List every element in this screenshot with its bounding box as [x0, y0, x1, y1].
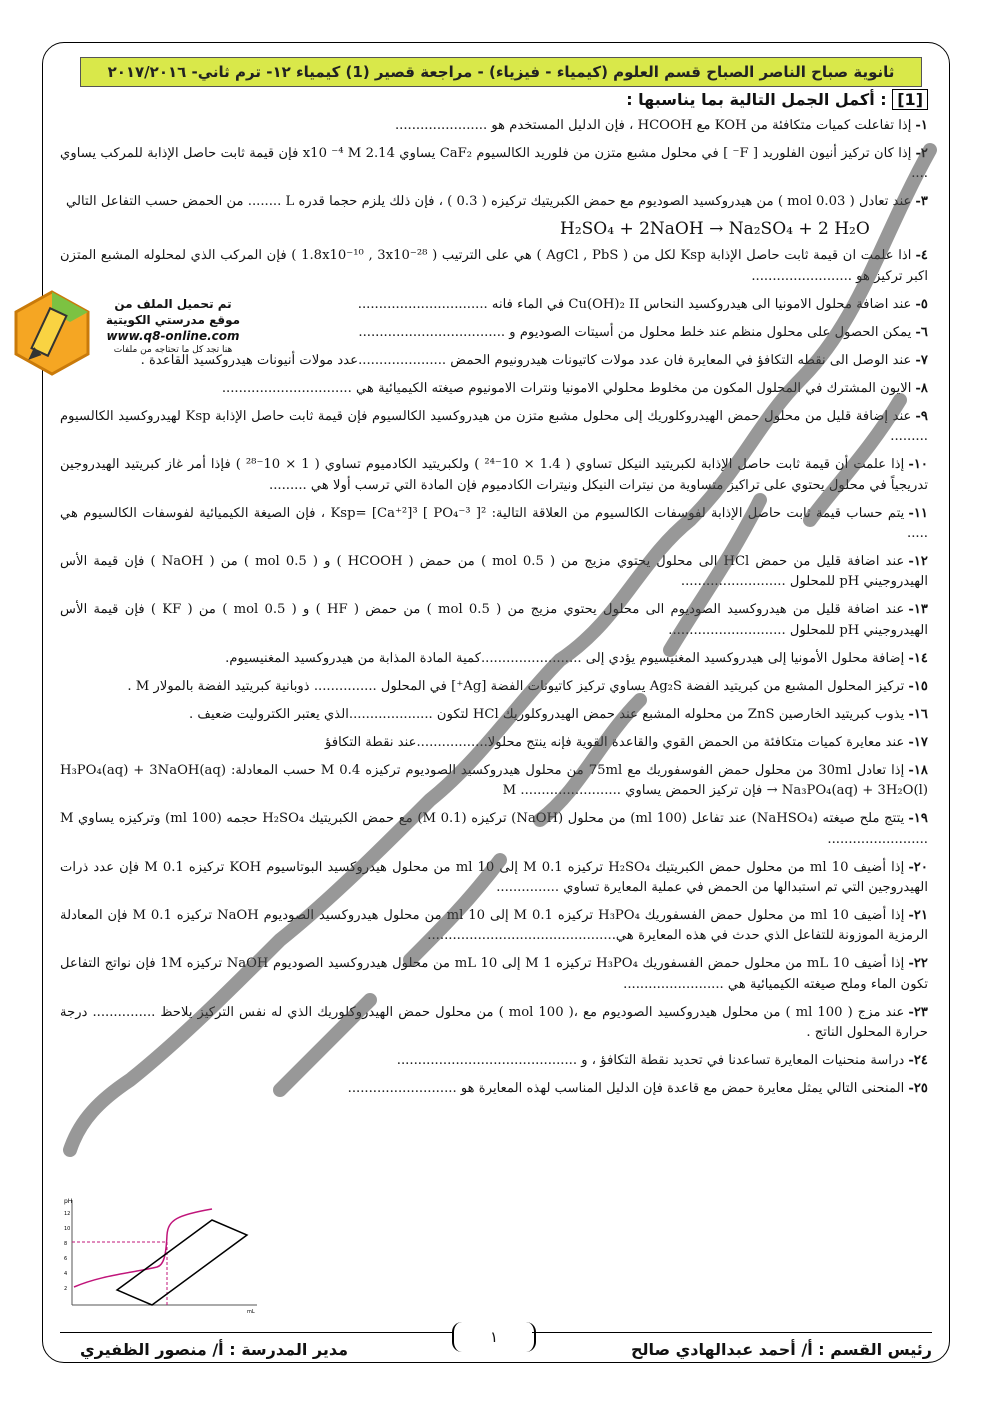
question-item: [60, 677, 928, 697]
question-text: دراسة منحنيات المعايرة تساعدنا في تحديد نقطة التكافؤ ، و ...........................................: [396, 1053, 905, 1069]
question-item: [60, 906, 928, 947]
question-number: ٩-: [915, 408, 928, 424]
question-item: [60, 192, 928, 212]
question-text: إذا أضيف 10 ml من محلول حمض الكبريتيك H₂SO₄ تركيزه 0.1 M إلى 10 ml من محلول هيدروكسيد البوتاسيوم KOH تركيزه 0.1 M فإن عدد ذرات الهيدروجين التي تم استبدالها من الحمض في عملية المعايرة تساوي ...............: [60, 859, 928, 896]
question-text: إذا علمت أن قيمة ثابت حاصل الإذابة لكبريتيد النيكل تساوي ( 1.4 × 10⁻²⁴ ) ولكبريتيد الكادميوم تساوي ( 1 × 10⁻²⁸ ) فإذا أمر غاز كبريتيد الهيدروجين تدريجياً في محلول يحتوي على تراكيز متساوية من نيترات النيكل ونيترات الكادميوم فإن المادة التي ترسب أولا هي .........: [60, 457, 928, 493]
question-text: إذا تعادل 30ml من محلول حمض الفوسفوريك مع 75ml من محلول هيدروكسيد الصوديوم تركيزه 0.4 M حسب المعادلة: H₃PO₄(aq) + 3NaOH(aq) → Na₃PO₄(aq) + 3H₂O(l) فإن تركيز الحمض يساوي ........................ M: [60, 762, 928, 799]
question-number: ١٨-: [908, 762, 928, 778]
question-number: ٨-: [915, 380, 928, 396]
reaction-equation: H₂SO₄ + 2NaOH → Na₂SO₄ + 2 H₂O: [560, 219, 870, 240]
question-text: يذوب كبريتيد الخارصين ZnS من محلوله المشبع عند حمض الهيدروكلوريك HCl لتكون ....................الذي يعتبر الكتروليت ضعيف .: [189, 706, 905, 722]
footer-head-of-dept: رئيس القسم : أ/ أحمد عبدالهادي صالح: [631, 1340, 932, 1359]
question-number: ١٩-: [908, 811, 928, 827]
question-item: [60, 246, 928, 287]
question-item: [60, 116, 928, 136]
question-item: [60, 1079, 928, 1099]
question-text: يتم حساب قيمة ثابت حاصل الإذابة لفوسفات الكالسيوم من العلاقة التالية: Ksp= [Ca⁺²]³ [ PO₄⁻³ ]² ، فإن الصيغة الكيميائية لفوسفات الكالسيوم هي .....: [60, 505, 928, 542]
site-logo: [12, 290, 252, 380]
page-header: [80, 57, 922, 87]
question-number: ٥-: [915, 296, 928, 312]
logo-url[interactable]: www.q8-online.com: [106, 329, 240, 343]
section-title: [626, 90, 928, 109]
question-text: عند تعادل ( 0.03 mol ) من هيدروكسيد الصوديوم مع حمض الكبريتيك تركيزه ( 0.3 ) ، فإن ذلك يلزم حجما قدره L ........ من الحمض حسب التفاعل التالي: [65, 194, 912, 210]
question-number: ٤-: [915, 248, 929, 264]
question-item: [60, 504, 928, 545]
question-text: عند اضافة قليل من هيدروكسيد الصوديوم الى محلول يحتوي مزيج من ( 0.5 mol ) من حمض ( HF ) و ( 0.5 mol ) من ( KF ) فإن قيمة الأس الهيدروجيني pH للمحلول ............................: [60, 602, 928, 638]
question-item: [60, 705, 928, 725]
question-text: إذا أضيف 10 mL من محلول حمض الفسفوريك H₃PO₄ تركيزه 1 M إلى 10 mL من محلول هيدروكسيد الصوديوم NaOH تركيزه 1M فإن نواتج التفاعل تكون الماء وملح صيغته الكيميائية هي ........................: [60, 956, 928, 992]
page-number: ١: [452, 1322, 536, 1352]
question-number: ٢١-: [908, 908, 929, 924]
question-text: عند الوصل الى نقطه التكافؤ في المعايرة فان عدد مولات كاتيونات هيدرونيوم الحمض .....................عدد مولات أنيونات هيدروكسيد القاعدة .: [140, 352, 912, 368]
question-number: ١٣-: [908, 602, 928, 618]
question-text: يتتج ملح صيغته (NaHSO₄) عند تفاعل (100 ml) من محلول (NaOH) تركيزه (0.1 M) مع حمض الكبريتيك H₂SO₄ حجمه (100 ml) وتركيزه يساوي M ........................: [60, 811, 928, 847]
question-text: إذا أضيف 10 ml من محلول حمض الفسفوريك H₃PO₄ تركيزه 0.1 M إلى 10 ml من محلول هيدروكسيد الصوديوم NaOH تركيزه 0.1 M فإن المعادلة الرمزية الموزونة للتفاعل الذي حدث في هذه المعايرة هي.............................................: [60, 908, 928, 944]
question-item: [60, 379, 928, 399]
question-number: ٢٥-: [908, 1081, 928, 1097]
question-number: ١١-: [908, 505, 929, 521]
section-number: [1]: [892, 89, 928, 110]
question-item: [60, 600, 928, 641]
question-text: عند اضافة محلول الامونيا الى هيدروكسيد النحاس Cu(OH)₂ II في الماء فانه ...............................: [357, 296, 912, 312]
footer-rule-right: [532, 1332, 932, 1333]
question-item: [60, 649, 928, 669]
logo-line3: هنا تجد كل ما تحتاجه من ملفات: [113, 345, 233, 355]
question-text: عند اضافة قليل من حمض HCl الى محلول يحتوي مزيج من ( 0.5 mol ) من حمض ( HCOOH ) و ( 0.5 mol ) من ( NaOH ) فإن قيمة الأس الهيدروجيني pH للمحلول .........................: [60, 554, 928, 590]
question-text: إذا كان تركيز أنيون الفلوريد [ F⁻ ] في محلول مشبع متزن من فلوريد الكالسيوم CaF₂ يساوي 2.14 x10 ⁻⁴ M فإن قيمة ثابت حاصل الإذابة للمركب يساوي ....: [60, 146, 928, 182]
question-text: الايون المشترك في المحلول المكون من مخلوط محلولي الامونيا ونترات الامونيوم صيغته الكيميائية هي ...............................: [221, 380, 912, 396]
question-number: ٢-: [915, 146, 929, 161]
question-item: [60, 552, 928, 593]
question-item: [60, 954, 928, 995]
pencil-logo-icon: [12, 290, 92, 376]
logo-line1: تم تحميل الملف من: [114, 297, 232, 311]
logo-line2: موقع مدرستي الكويتية: [105, 313, 241, 327]
question-item: [60, 761, 928, 802]
question-text: إذا تفاعلت كميات متكافئة من KOH مع HCOOH ، فإن الدليل المستخدم هو ......................: [394, 118, 912, 133]
question-number: ٦-: [915, 324, 928, 340]
question-item: [60, 144, 928, 185]
footer-principal: مدير المدرسة : أ/ منصور الظفيري: [80, 1340, 348, 1359]
footer-rule-left: [60, 1332, 452, 1333]
questions-list: [60, 116, 928, 1107]
question-number: ١٥-: [908, 678, 928, 694]
question-item: [60, 455, 928, 496]
question-item: [60, 407, 928, 448]
question-item: [60, 1003, 928, 1044]
question-text: عند معايرة كميات متكافئة من الحمض القوي والقاعدة القوية فإنه ينتج محلولا.................عند نقطة التكافؤ: [325, 734, 905, 750]
question-number: ٧-: [915, 352, 928, 368]
question-number: ٣-: [915, 194, 928, 210]
graph-y-tick: 6: [64, 1256, 68, 1262]
question-number: ٢٠-: [908, 859, 928, 875]
graph-y-tick: 8: [64, 1241, 68, 1247]
header-title: ثانوية صباح الناصر الصباح قسم العلوم (كيمياء - فيزياء) - مراجعة قصير (1) كيمياء ١٢- ترم ثاني- ٢٠١٧/٢٠١٦: [107, 63, 895, 81]
question-text: تركيز المحلول المشبع من كبريتيد الفضة Ag₂S يساوي تركيز كاتيونات الفضة [Ag⁺] في المحلول ............... ذوبانية كبريتيد الفضة بالمولار M .: [127, 678, 905, 694]
question-item: [60, 809, 928, 850]
question-number: ٢٤-: [908, 1053, 928, 1069]
question-number: ٢٢-: [908, 956, 928, 972]
question-number: ١٧-: [908, 734, 928, 750]
question-number: ١٤-: [908, 650, 928, 666]
graph-y-tick: 12: [64, 1211, 71, 1217]
question-number: ٢٣-: [908, 1004, 929, 1020]
question-number: ١٠-: [908, 457, 928, 473]
question-item: [60, 858, 928, 899]
graph-y-tick: 2: [64, 1286, 68, 1292]
question-item: [60, 733, 928, 753]
question-item: [60, 1051, 928, 1071]
graph-y-label: pH: [64, 1198, 73, 1205]
graph-y-tick: 4: [64, 1271, 68, 1277]
section-heading: : أكمل الجمل التالية بما يناسبها :: [626, 90, 887, 109]
question-text: عند مزج ( 100 ml ) من محلول هيدروكسيد الصوديوم مع ،( 100 mol ) من محلول حمض الهيدروكلوريك الذي له نفس التركيز يلاحظ ............... درجة حرارة المحلول الناتج .: [60, 1004, 928, 1041]
question-text: عند إضافة قليل من محلول حمض الهيدروكلوريك إلى محلول مشبع متزن من هيدروكسيد الكالسيوم فإن قيمة ثابت حاصل الإذابة Ksp لهيدروكسيد الكالسيوم .........: [60, 408, 928, 445]
question-number: ١٦-: [908, 706, 928, 722]
question-text: المنحنى التالي يمثل معايرة حمض مع قاعدة فإن الدليل المناسب لهذه المعايرة هو ..........................: [347, 1081, 905, 1097]
graph-x-label: mL: [247, 1309, 255, 1315]
question-number: ١٢-: [908, 554, 928, 570]
question-number: ١-: [915, 118, 928, 133]
question-text: إضافة محلول الأمونيا إلى هيدروكسيد المغنيسيوم يؤدي إلى ........................كمية المادة المذابة من هيدروكسيد المغنيسيوم.: [225, 650, 905, 666]
graph-y-tick: 10: [64, 1226, 71, 1232]
question-text: يمكن الحصول على محلول منظم عند خلط محلول من أسيتات الصوديوم و ...................................: [358, 324, 912, 340]
titration-curve-graph: [62, 1195, 262, 1315]
question-text: اذا علمت ان قيمة ثابت حاصل الإذابة Ksp لكل من ( AgCl , PbS ) هي على الترتيب ( 1.8x10⁻¹⁰ , 3x10⁻²⁸ ) فإن المركب الذي لمحلوله المشبع المتزن اكبر تركيز هو ........................: [60, 248, 928, 284]
